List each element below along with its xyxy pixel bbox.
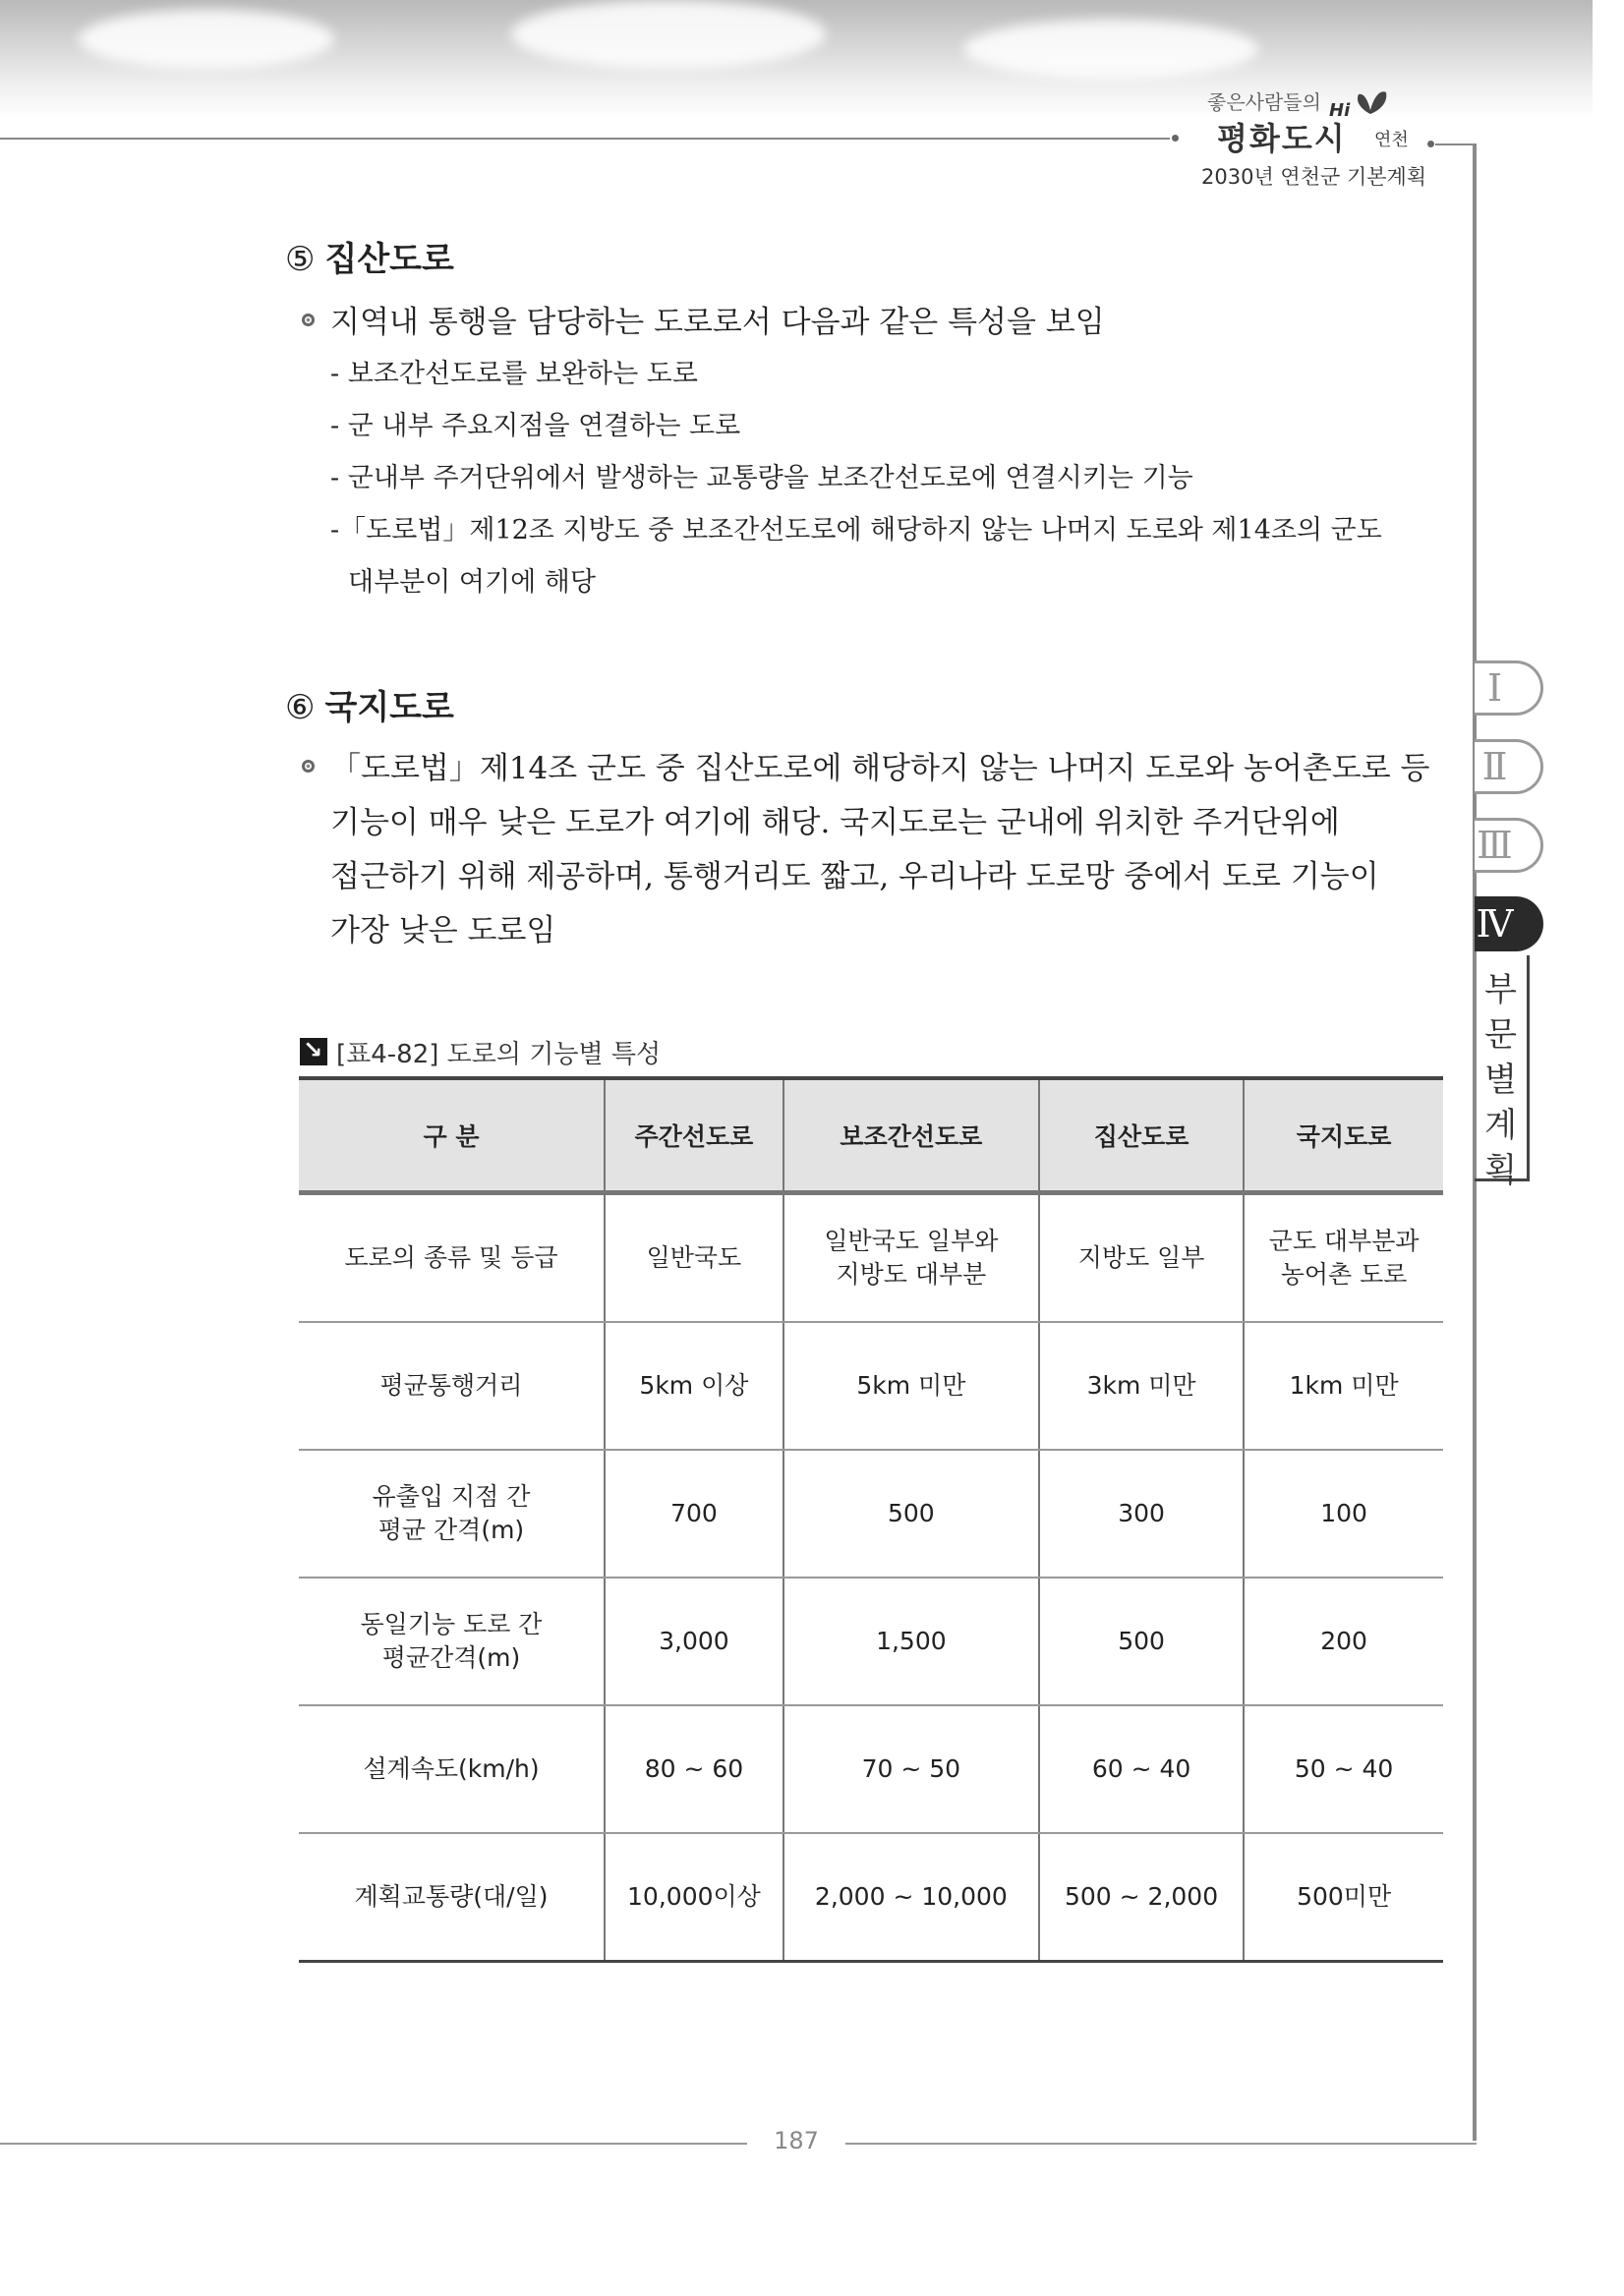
header-rule-right bbox=[1435, 144, 1477, 145]
table-cell: 100 bbox=[1244, 1450, 1443, 1578]
header-rule bbox=[0, 138, 1170, 140]
bullet-text: 지역내 통행을 담당하는 도로로서 다음과 같은 특성을 보임 bbox=[330, 305, 1105, 340]
header-cell: 주간선도로 bbox=[605, 1078, 783, 1193]
document-subtitle: 2030년 연천군 기본계획 bbox=[1201, 165, 1427, 189]
table-cell: 5km 미만 bbox=[783, 1322, 1039, 1450]
table-row bbox=[299, 1322, 1443, 1450]
table-row bbox=[299, 1833, 1443, 1962]
paragraph-line: 접근하기 위해 제공하며, 통행거리도 짧고, 우리나라 도로망 중에서 도로 기능이 bbox=[330, 859, 1379, 894]
tab-label-char: 획 bbox=[1484, 1151, 1517, 1190]
row-label-cell: 도로의 종류 및 등급 bbox=[299, 1193, 605, 1323]
dash-item: - 군 내부 주요지점을 연결하는 도로 bbox=[330, 411, 741, 441]
footer-rule-left bbox=[0, 2143, 747, 2145]
table-cell: 200 bbox=[1244, 1578, 1443, 1705]
bullet-icon bbox=[302, 314, 315, 326]
header-cell: 구 분 bbox=[299, 1078, 605, 1193]
cloud-decoration bbox=[963, 20, 1258, 79]
rule-dot bbox=[1427, 141, 1434, 147]
table-cell: 1,500 bbox=[783, 1578, 1039, 1705]
table-cell: 3,000 bbox=[605, 1578, 783, 1705]
row-label-cell: 동일기능 도로 간 평균간격(m) bbox=[299, 1578, 605, 1705]
butterfly-icon bbox=[1353, 88, 1388, 118]
table-cell: 60 ~ 40 bbox=[1039, 1705, 1244, 1833]
caption-arrow-icon bbox=[300, 1038, 327, 1065]
rule-dot bbox=[1172, 135, 1179, 142]
table-cell: 700 bbox=[605, 1450, 783, 1578]
table-cell: 500 bbox=[783, 1450, 1039, 1578]
paragraph-line: 「도로법」제14조 군도 중 집산도로에 해당하지 않는 나머지 도로와 농어촌도로 등 bbox=[330, 751, 1430, 786]
table-cell: 500 ~ 2,000 bbox=[1039, 1833, 1244, 1962]
table-cell: 50 ~ 40 bbox=[1244, 1705, 1443, 1833]
tab-label-char: 부 bbox=[1484, 970, 1517, 1009]
row-label-cell: 설계속도(km/h) bbox=[299, 1705, 605, 1833]
page-number: 187 bbox=[774, 2127, 819, 2154]
paragraph-line: 기능이 매우 낮은 도로가 여기에 해당. 국지도로는 군내에 위치한 주거단위에 bbox=[330, 805, 1340, 840]
row-label-cell: 평균통행거리 bbox=[299, 1322, 605, 1450]
section-heading-6 bbox=[285, 680, 454, 728]
section-title: 국지도로 bbox=[324, 688, 454, 727]
table-cell: 80 ~ 60 bbox=[605, 1705, 783, 1833]
section-number: ⑤ bbox=[285, 240, 316, 279]
table-cell: 500 bbox=[1039, 1578, 1244, 1705]
chapter-tab-3[interactable]: Ⅲ bbox=[1475, 818, 1543, 873]
table-row bbox=[299, 1193, 1443, 1323]
cloud-decoration bbox=[511, 0, 826, 69]
table-row bbox=[299, 1578, 1443, 1705]
dash-item: - 군내부 주거단위에서 발생하는 교통량을 보조간선도로에 연결시키는 기능 bbox=[330, 463, 1193, 493]
tab-label-char: 계 bbox=[1484, 1106, 1517, 1145]
header-cell: 집산도로 bbox=[1039, 1078, 1244, 1193]
table-cell: 70 ~ 50 bbox=[783, 1705, 1039, 1833]
logo-slogan: 평화도시 bbox=[1217, 120, 1347, 157]
dash-item: -「도로법」제12조 지방도 중 보조간선도로에 해당하지 않는 나머지 도로와 제14조의 군도 bbox=[330, 515, 1382, 545]
city-logo bbox=[1197, 79, 1423, 157]
row-label-cell: 유출입 지점 간 평균 간격(m) bbox=[299, 1450, 605, 1578]
footer-rule-right bbox=[845, 2143, 1477, 2145]
tab-label-char: 별 bbox=[1484, 1061, 1517, 1100]
table-cell: 300 bbox=[1039, 1450, 1244, 1578]
cloud-decoration bbox=[79, 10, 334, 69]
header-cell: 국지도로 bbox=[1244, 1078, 1443, 1193]
tab-label-char: 문 bbox=[1484, 1015, 1517, 1055]
table-cell: 2,000 ~ 10,000 bbox=[783, 1833, 1039, 1962]
table-cell: 군도 대부분과 농어촌 도로 bbox=[1244, 1193, 1443, 1323]
chapter-tab-2[interactable]: Ⅱ bbox=[1475, 739, 1543, 794]
dash-item: - 보조간선도로를 보완하는 도로 bbox=[330, 359, 698, 389]
section-number: ⑥ bbox=[285, 688, 316, 727]
logo-tagline: 좋은사람들의 bbox=[1207, 90, 1321, 114]
table-caption: [표4-82] 도로의 기능별 특성 bbox=[336, 1040, 662, 1069]
row-label-cell: 계획교통량(대/일) bbox=[299, 1833, 605, 1962]
section-title: 집산도로 bbox=[324, 240, 454, 279]
chapter-tab-1[interactable]: Ⅰ bbox=[1475, 660, 1543, 716]
table-row bbox=[299, 1450, 1443, 1578]
table-cell: 500미만 bbox=[1244, 1833, 1443, 1962]
paragraph-line: 가장 낮은 도로임 bbox=[330, 913, 556, 948]
table-cell: 지방도 일부 bbox=[1039, 1193, 1244, 1323]
table-cell: 일반국도 일부와 지방도 대부분 bbox=[783, 1193, 1039, 1323]
header-cell: 보조간선도로 bbox=[783, 1078, 1039, 1193]
bullet-icon bbox=[302, 760, 315, 773]
dash-item-continuation: 대부분이 여기에 해당 bbox=[348, 567, 596, 598]
logo-city-name: 연천 bbox=[1374, 130, 1409, 150]
section-heading-5 bbox=[285, 232, 454, 280]
table-header-row bbox=[299, 1078, 1443, 1193]
table-cell: 10,000이상 bbox=[605, 1833, 783, 1962]
logo-hi: Hi bbox=[1329, 100, 1351, 121]
table-cell: 5km 이상 bbox=[605, 1322, 783, 1450]
table-row bbox=[299, 1705, 1443, 1833]
table-cell: 일반국도 bbox=[605, 1193, 783, 1323]
road-function-table bbox=[299, 1076, 1443, 1963]
table-cell: 1km 미만 bbox=[1244, 1322, 1443, 1450]
table-cell: 3km 미만 bbox=[1039, 1322, 1244, 1450]
chapter-tab-4-label bbox=[1475, 955, 1530, 1190]
chapter-tab-4[interactable]: Ⅳ bbox=[1475, 896, 1543, 951]
